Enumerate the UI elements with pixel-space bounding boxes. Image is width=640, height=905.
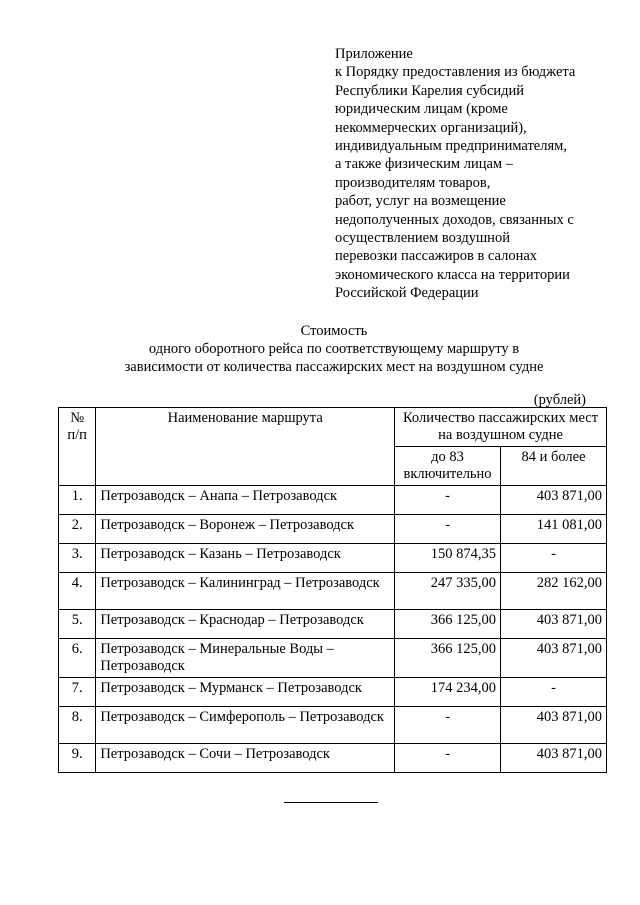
cell-b: 282 162,00 <box>501 573 607 610</box>
cell-route: Петрозаводск – Краснодар – Петрозаводск <box>96 610 395 639</box>
title-line: зависимости от количества пассажирских мест на воздушном судне <box>124 359 544 375</box>
table-row <box>59 486 607 515</box>
cell-a: 366 125,00 <box>395 639 501 678</box>
cell-route: Петрозаводск – Анапа – Петрозаводск <box>96 486 395 515</box>
appendix-line: некоммерческих организаций), <box>335 119 527 136</box>
cell-route: Петрозаводск – Казань – Петрозаводск <box>96 544 395 573</box>
appendix-line: осуществлением воздушной <box>335 230 510 247</box>
cell-num: 3. <box>59 544 96 573</box>
closing-divider <box>284 802 378 803</box>
appendix-line: индивидуальным предпринимателям, <box>335 138 567 155</box>
units-label: (рублей) <box>533 392 586 408</box>
title-line: Стоимость <box>300 323 368 339</box>
cost-table <box>58 407 607 773</box>
table-row <box>59 744 607 773</box>
cell-b: 403 871,00 <box>501 707 607 744</box>
cell-route: Петрозаводск – Минеральные Воды – Петрозаводск <box>96 639 395 678</box>
cell-a: - <box>395 744 501 773</box>
cell-b: 403 871,00 <box>501 486 607 515</box>
appendix-header <box>335 45 625 303</box>
cell-b: 403 871,00 <box>501 639 607 678</box>
cell-route: Петрозаводск – Калининград – Петрозаводск <box>96 573 395 610</box>
cell-a: 366 125,00 <box>395 610 501 639</box>
table-row <box>59 678 607 707</box>
cell-b: 141 081,00 <box>501 515 607 544</box>
appendix-line: перевозки пассажиров в салонах <box>335 248 538 265</box>
table-row <box>59 544 607 573</box>
appendix-line: Российской Федерации <box>335 285 479 302</box>
header-route: Наименование маршрута <box>96 408 395 486</box>
cell-a: 150 874,35 <box>395 544 501 573</box>
cell-a: - <box>395 707 501 744</box>
cell-num: 1. <box>59 486 96 515</box>
appendix-line: работ, услуг на возмещение <box>335 193 506 210</box>
table-row <box>59 610 607 639</box>
cell-b: - <box>501 678 607 707</box>
cell-num: 2. <box>59 515 96 544</box>
appendix-line: юридическим лицам (кроме <box>335 101 508 118</box>
cell-b: - <box>501 544 607 573</box>
table-row <box>59 707 607 744</box>
cell-num: 8. <box>59 707 96 744</box>
appendix-line: а также физическим лицам – <box>335 156 513 173</box>
header-num: № п/п <box>59 408 96 486</box>
cell-a: - <box>395 486 501 515</box>
cell-num: 7. <box>59 678 96 707</box>
table-row <box>59 573 607 610</box>
appendix-line: производителям товаров, <box>335 174 491 191</box>
cell-b: 403 871,00 <box>501 610 607 639</box>
table-row <box>59 639 607 678</box>
cell-route: Петрозаводск – Мурманск – Петрозаводск <box>96 678 395 707</box>
cell-num: 4. <box>59 573 96 610</box>
appendix-line: Приложение <box>335 46 413 62</box>
cell-a: 247 335,00 <box>395 573 501 610</box>
header-col-b: 84 и более <box>501 447 607 486</box>
cell-route: Петрозаводск – Сочи – Петрозаводск <box>96 744 395 773</box>
cell-a: - <box>395 515 501 544</box>
header-col-a: до 83 включительно <box>395 447 501 486</box>
appendix-line: недополученных доходов, связанных с <box>335 211 574 228</box>
cell-route: Петрозаводск – Симферополь – Петрозаводск <box>96 707 395 744</box>
title-line: одного оборотного рейса по соответствующему маршруту в <box>148 341 520 357</box>
appendix-line: к Порядку предоставления из бюджета <box>335 64 576 81</box>
cell-num: 9. <box>59 744 96 773</box>
table-row <box>59 515 607 544</box>
cell-a: 174 234,00 <box>395 678 501 707</box>
document-title <box>60 322 608 376</box>
cell-route: Петрозаводск – Воронеж – Петрозаводск <box>96 515 395 544</box>
appendix-line: Республики Карелия субсидий <box>335 82 525 99</box>
header-seats: Количество пассажирских мест на воздушном судне <box>395 408 607 447</box>
cell-num: 6. <box>59 639 96 678</box>
cell-num: 5. <box>59 610 96 639</box>
appendix-line: экономического класса на территории <box>335 266 570 283</box>
cell-b: 403 871,00 <box>501 744 607 773</box>
